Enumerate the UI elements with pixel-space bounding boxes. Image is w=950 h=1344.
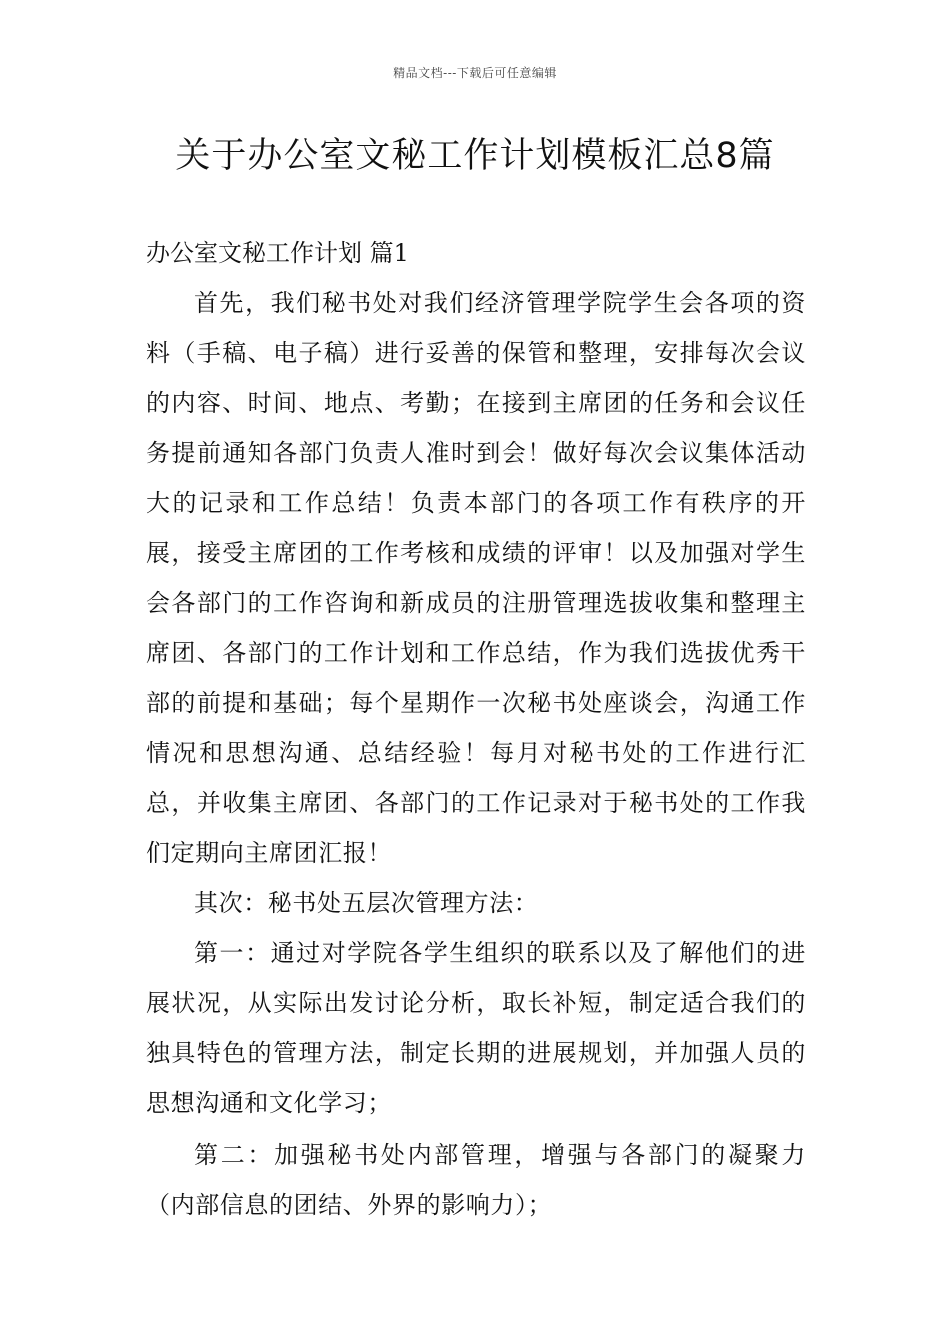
document-title: 关于办公室文秘工作计划模板汇总8篇 <box>175 136 775 176</box>
paragraph-second-point: 第二：加强秘书处内部管理，增强与各部门的凝聚力（内部信息的团结、外界的影响力）； <box>146 1141 806 1219</box>
section-title: 办公室文秘工作计划 篇1 <box>146 239 409 267</box>
paragraph-first-point: 第一：通过对学院各学生组织的联系以及了解他们的进展状况，从实际出发讨论分析，取长补短，制定适合我们的独具特色的管理方法，制定长期的进展规划，并加强人员的思想沟通和文化学习； <box>146 939 806 1117</box>
document-body <box>146 228 806 1230</box>
paragraph-intro: 首先，我们秘书处对我们经济管理学院学生会各项的资料（手稿、电子稿）进行妥善的保管和整理，安排每次会议的内容、时间、地点、考勤；在接到主席团的任务和会议任务提前通知各部门负责人准时到会！做好每次会议集体活动大的记录和工作总结！负责本部门的各项工作有秩序的开展，接受主席团的工作考核和成绩的评审！以及加强对学生会各部门的工作咨询和新成员的注册管理选拔收集和整理主席团、各部门的工作计划和工作总结，作为我们选拔优秀干部的前提和基础；每个星期作一次秘书处座谈会，沟通工作情况和思想沟通、总结经验！每月对秘书处的工作进行汇总，并收集主席团、各部门的工作记录对于秘书处的工作我们定期向主席团汇报！ <box>146 289 806 867</box>
header-note: 精品文档---下载后可任意编辑 <box>393 66 557 80</box>
paragraph-methods-heading: 其次：秘书处五层次管理方法： <box>194 889 539 917</box>
